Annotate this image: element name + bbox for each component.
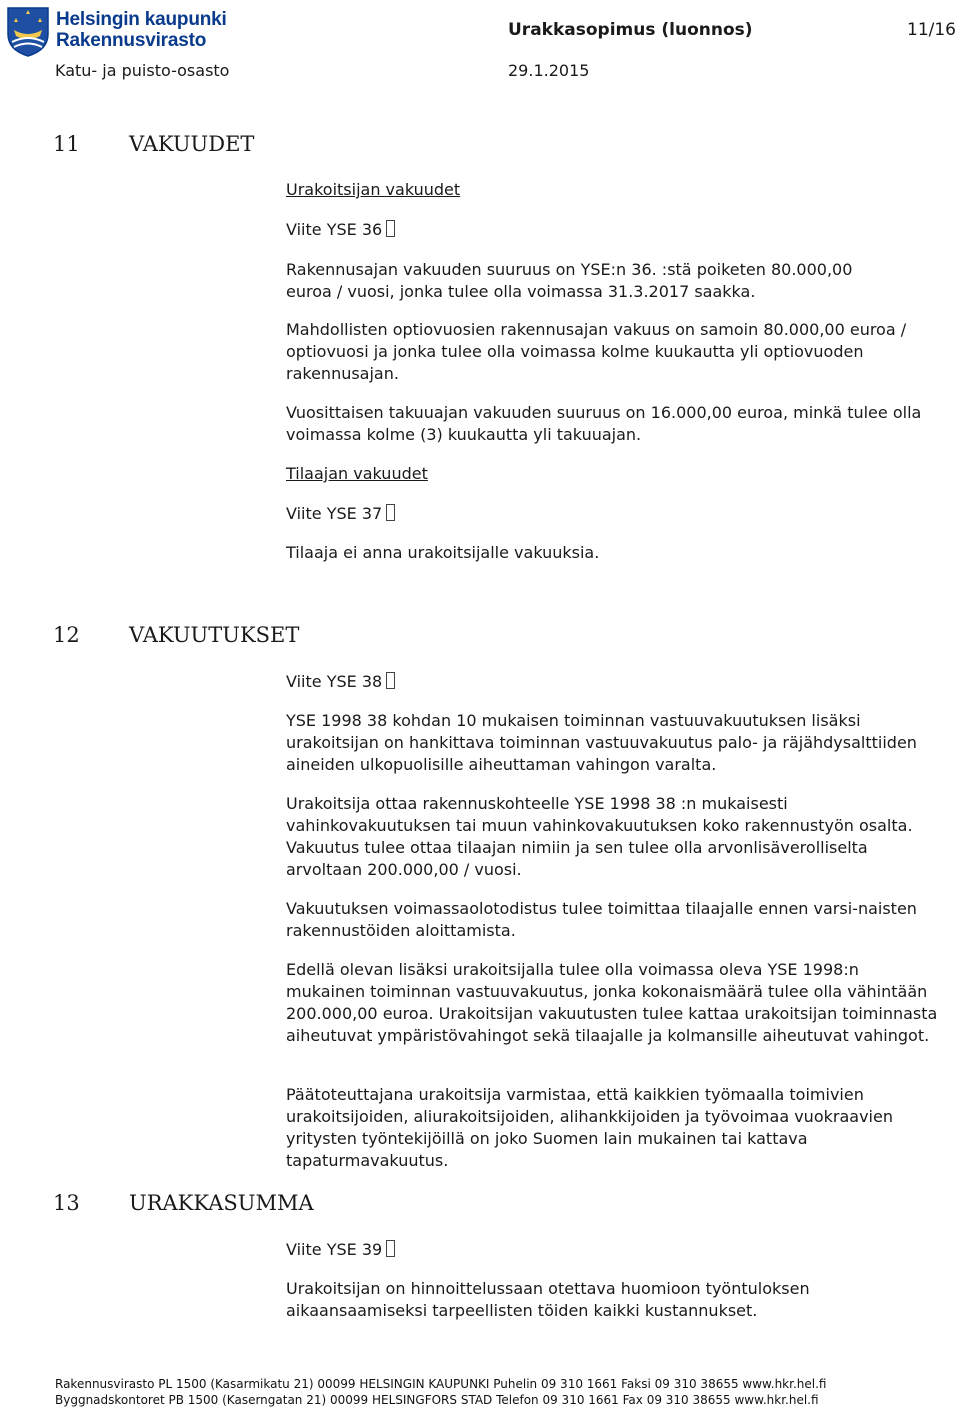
section-12-number: 12 xyxy=(53,623,80,647)
reference-yse-37: Viite YSE 37 xyxy=(286,503,946,525)
section-sign-box-icon xyxy=(386,504,395,521)
reference-yse-38: Viite YSE 38 xyxy=(286,671,946,693)
reference-yse-39: Viite YSE 39 xyxy=(286,1239,946,1261)
paragraph: Vakuutuksen voimassaolotodistus tulee toimittaa tilaajalle ennen varsi-naisten rakennustöiden aloittamista. xyxy=(286,899,917,940)
section-12-title: VAKUUTUKSET xyxy=(129,623,300,647)
section-13-title: URAKKASUMMA xyxy=(129,1191,314,1215)
logo-city-name: Helsingin kaupunki xyxy=(56,9,227,30)
paragraph: Edellä olevan lisäksi urakoitsijalla tulee olla voimassa oleva YSE 1998:n mukainen toiminnan vastuuvakuutus, jonka kokonaismäärä tulee olla vähintään 200.000,00 euroa. Urakoitsijan vakuutusten tulee kattaa urakoitsijan toiminnasta aiheutuvat ympäristövahingot sekä tilaajalle ja kolmansille aiheutuvat vahingot. xyxy=(286,960,938,1045)
contractor-guarantees-heading: Urakoitsijan vakuudet xyxy=(286,180,461,199)
logo-department-name: Rakennusvirasto xyxy=(56,30,207,51)
footer-address-finnish: Rakennusvirasto PL 1500 (Kasarmikatu 21) 00099 HELSINGIN KAUPUNKI Puhelin 09 310 1661 Faksi 09 310 38655 www.hkr.hel.fi xyxy=(55,1377,827,1391)
footer-address-swedish: Byggnadskontoret PB 1500 (Kaserngatan 21) 00099 HELSINGFORS STAD Telefon 09 310 1661 Fax 09 310 38655 www.hkr.hel.fi xyxy=(55,1393,819,1407)
paragraph: Tilaaja ei anna urakoitsijalle vakuuksia. xyxy=(286,543,600,562)
document-title: Urakkasopimus (luonnos) xyxy=(508,20,753,40)
section-sign-box-icon xyxy=(386,672,395,689)
paragraph: Urakoitsijan on hinnoittelussaan otettava huomioon työntuloksen aikaansaamiseksi tarpeellisten töiden kaikki kustannukset. xyxy=(286,1279,810,1320)
helsinki-crest-icon xyxy=(6,4,50,58)
section-11-number: 11 xyxy=(53,132,80,156)
page-number: 11/16 xyxy=(907,20,956,40)
section-13-number: 13 xyxy=(53,1191,80,1215)
section-sign-box-icon xyxy=(386,1240,395,1257)
section-sign-box-icon xyxy=(386,220,395,237)
paragraph: Päätoteuttajana urakoitsija varmistaa, että kaikkien työmaalla toimivien urakoitsijoiden, aliurakoitsijoiden, alihankkijoiden ja työvoimaa vuokraavien yritysten työntekijöillä on joko Suomen lain mukainen tai kattava tapaturmavakuutus. xyxy=(286,1085,893,1170)
helsinki-logo xyxy=(6,4,246,60)
paragraph: Mahdollisten optiovuosien rakennusajan vakuus on samoin 80.000,00 euroa / optiovuosi ja jonka tulee olla voimassa kolme kuukautta yli optiovuoden rakennusajan. xyxy=(286,320,907,383)
paragraph: YSE 1998 38 kohdan 10 mukaisen toiminnan vastuuvakuutuksen lisäksi urakoitsijan on hankittava toiminnan vastuuvakuutus palo- ja räjähdysalttiiden aineiden ulkopuolisille aiheuttaman vahingon varalta. xyxy=(286,711,917,774)
client-guarantees-heading: Tilaajan vakuudet xyxy=(286,464,428,483)
paragraph: Vuosittaisen takuuajan vakuuden suuruus on 16.000,00 euroa, minkä tulee olla voimassa kolme (3) kuukautta yli takuuajan. xyxy=(286,403,922,444)
paragraph: Rakennusajan vakuuden suuruus on YSE:n 36. :stä poiketen 80.000,00 euroa / vuosi, jonka tulee olla voimassa 31.3.2017 saakka. xyxy=(286,260,853,301)
section-11-title: VAKUUDET xyxy=(129,132,255,156)
department-name: Katu- ja puisto-osasto xyxy=(55,61,230,80)
paragraph: Urakoitsija ottaa rakennuskohteelle YSE 1998 38 :n mukaisesti vahinkovakuutuksen tai muun vahinkovakuutuksen koko rakennustyön osalta. Vakuutus tulee ottaa tilaajan nimiin ja sen tulee olla arvonlisäverolliselta arvoltaan 200.000,00 / vuosi. xyxy=(286,794,913,879)
document-date: 29.1.2015 xyxy=(508,61,590,80)
reference-yse-36: Viite YSE 36 xyxy=(286,219,946,241)
